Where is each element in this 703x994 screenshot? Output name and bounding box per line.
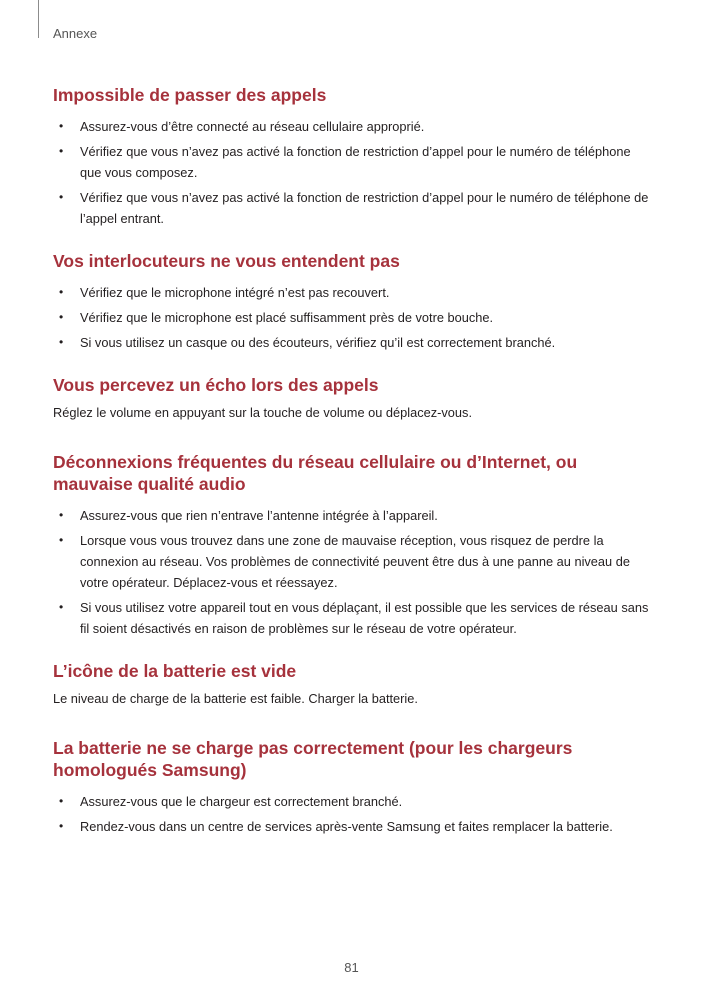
section-not-heard (53, 250, 653, 353)
bullet-icon: • (59, 335, 64, 349)
list-item (53, 332, 653, 353)
running-header: Annexe (53, 26, 98, 41)
list-item-text: Vérifiez que vous n’avez pas activé la fonction de restriction d’appel pour le numéro de téléphone de l’appel entrant. (80, 190, 649, 226)
list-item (53, 307, 653, 328)
section-title: Déconnexions fréquentes du réseau cellulaire ou d’Internet, ou mauvaise qualité audio (53, 452, 578, 494)
section-calls-impossible (53, 84, 653, 229)
section-title: Vous percevez un écho lors des appels (53, 375, 379, 395)
section-title: Vos interlocuteurs ne vous entendent pas (53, 251, 400, 271)
list-item-text: Vérifiez que vous n’avez pas activé la fonction de restriction d’appel pour le numéro de téléphone que vous composez. (80, 144, 631, 180)
bullet-icon: • (59, 533, 64, 547)
list-item (53, 141, 653, 183)
list-item (53, 187, 653, 229)
bullet-icon: • (59, 119, 64, 133)
bullet-icon: • (59, 144, 64, 158)
list-item-text: Si vous utilisez votre appareil tout en vous déplaçant, il est possible que les services de réseau sans fil soient désactivés en raison de problèmes sur le réseau de votre opérateur. (80, 600, 649, 636)
list-item-text: Assurez-vous que rien n’entrave l’antenne intégrée à l’appareil. (80, 508, 438, 523)
bullet-icon: • (59, 508, 64, 522)
list-item-text: Rendez-vous dans un centre de services après-vente Samsung et faites remplacer la batterie. (80, 819, 613, 834)
page-edge-line (38, 0, 39, 38)
section-battery-empty (53, 660, 653, 709)
bullet-icon: • (59, 310, 64, 324)
list-item (53, 505, 653, 526)
list-item (53, 816, 653, 837)
section-battery-charging (53, 737, 653, 837)
document-body (53, 84, 653, 841)
bullet-icon: • (59, 285, 64, 299)
list-item (53, 791, 653, 812)
list-item (53, 530, 653, 593)
bullet-icon: • (59, 819, 64, 833)
bullet-list (53, 282, 653, 353)
list-item-text: Lorsque vous vous trouvez dans une zone de mauvaise réception, vous risquez de perdre la connexion au réseau. Vos problèmes de connectivité peuvent être dus à une panne au niveau de votre opérateur. Déplacez-vous et réessayez. (80, 533, 630, 590)
list-item-text: Assurez-vous que le chargeur est correctement branché. (80, 794, 403, 809)
list-item (53, 116, 653, 137)
list-item-text: Vérifiez que le microphone est placé suffisamment près de votre bouche. (80, 310, 494, 325)
section-disconnections (53, 451, 653, 639)
section-paragraph: Le niveau de charge de la batterie est faible. Charger la batterie. (53, 691, 418, 706)
section-echo (53, 374, 653, 423)
section-title: L’icône de la batterie est vide (53, 661, 297, 681)
section-title: Impossible de passer des appels (53, 85, 327, 105)
bullet-icon: • (59, 794, 64, 808)
list-item (53, 282, 653, 303)
bullet-list (53, 116, 653, 229)
bullet-list (53, 505, 653, 639)
page-number: 81 (344, 960, 359, 975)
bullet-icon: • (59, 190, 64, 204)
section-paragraph: Réglez le volume en appuyant sur la touche de volume ou déplacez-vous. (53, 405, 472, 420)
section-title: La batterie ne se charge pas correctement (pour les chargeurs homologués Samsung) (53, 738, 573, 780)
bullet-list (53, 791, 653, 837)
list-item-text: Vérifiez que le microphone intégré n’est pas recouvert. (80, 285, 390, 300)
bullet-icon: • (59, 600, 64, 614)
list-item-text: Si vous utilisez un casque ou des écouteurs, vérifiez qu’il est correctement branché. (80, 335, 556, 350)
list-item-text: Assurez-vous d’être connecté au réseau cellulaire approprié. (80, 119, 425, 134)
list-item (53, 597, 653, 639)
